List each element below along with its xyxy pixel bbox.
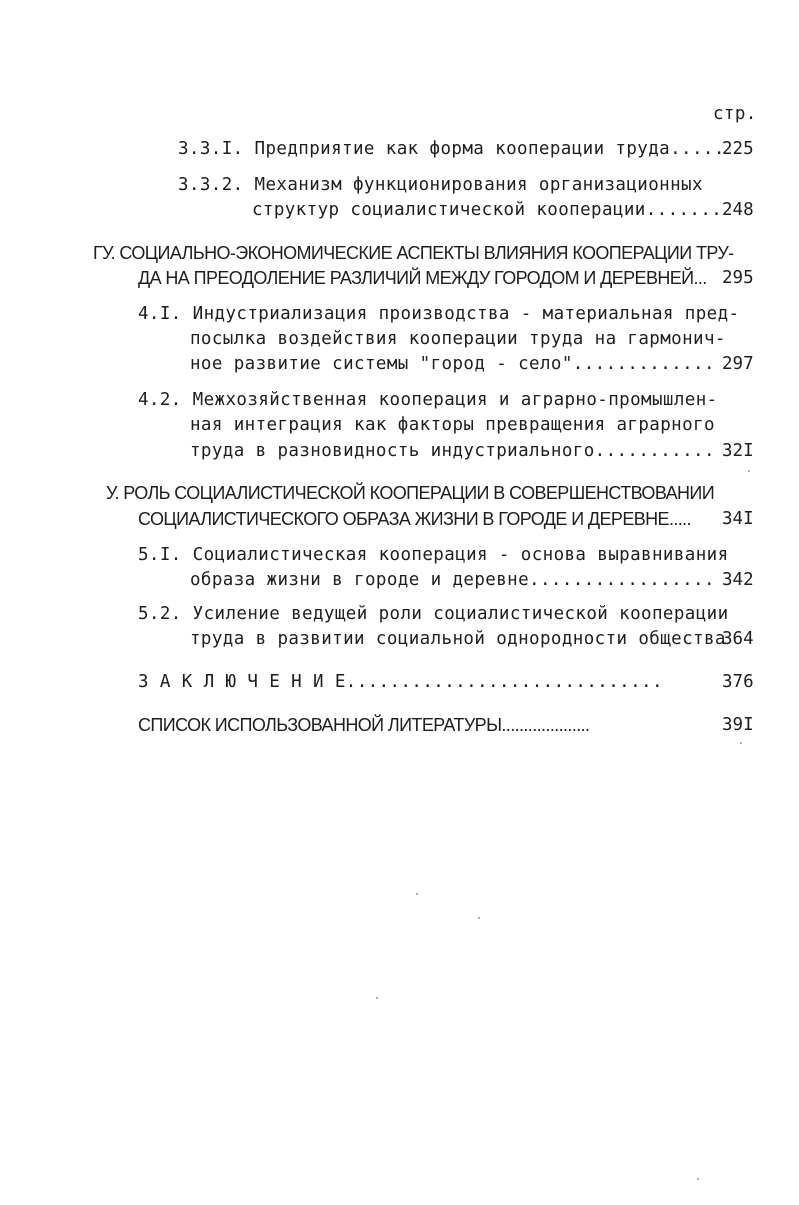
toc-chapter-4-title-line2: ДА НА ПРЕОДОЛЕНИЕ РАЗЛИЧИЙ МЕЖДУ ГОРОДОМ И ДЕРЕВНЕЙ... [138, 268, 707, 288]
toc-chapter-4-title-line1: ГУ. СОЦИАЛЬНО-ЭКОНОМИЧЕСКИЕ АСПЕКТЫ ВЛИЯНИЯ КООПЕРАЦИИ ТРУ- [93, 243, 734, 263]
toc-conclusion-title: З А К Л Ю Ч Е Н И Е............................. [138, 672, 663, 692]
toc-chapter-5-title-line1: У. РОЛЬ СОЦИАЛИСТИЧЕСКОЙ КООПЕРАЦИИ В СОВЕРШЕНСТВОВАНИИ [106, 483, 715, 503]
toc-entry-4-2-title-line2: ная интеграция как факторы превращения аграрного [190, 415, 715, 435]
toc-chapter-5-page: 34I [722, 509, 754, 529]
scan-speck [376, 997, 378, 999]
toc-entry-5-2-page: 364 [722, 629, 754, 649]
toc-entry-3-3-1-page: 225 [722, 139, 754, 159]
scan-speck [697, 1178, 699, 1180]
toc-entry-5-2-title-line2: труда в развитии социальной однородности общества [190, 629, 726, 649]
toc-entry-4-1-title-line2: посылка воздействия кооперации труда на гармонич- [190, 329, 726, 349]
toc-literature-title: СПИСОК ИСПОЛЬЗОВАННОЙ ЛИТЕРАТУРЫ.................... [138, 715, 590, 735]
toc-entry-5-1-title-line1: 5.I. Социалистическая кооперация - основа выравнивания [138, 545, 729, 565]
toc-entry-3-3-1-title: 3.3.I. Предприятие как форма кооперации труда..... [178, 139, 725, 159]
toc-entry-3-3-2-page: 248 [722, 200, 754, 220]
toc-entry-4-2-title-line3: труда в разновидность индустриального........... [190, 441, 715, 461]
toc-entry-4-2-title-line1: 4.2. Межхозяйственная кооперация и аграрно-промышлен- [138, 390, 718, 410]
toc-literature-page: 39I [722, 715, 754, 735]
page-column-label: стр. [713, 104, 757, 124]
toc-entry-4-1-title-line3: ное развитие системы "город - село"............. [190, 354, 715, 374]
scan-speck [748, 470, 750, 472]
toc-entry-3-3-2-title-line1: 3.3.2. Механизм функционирования организационных [178, 175, 703, 195]
toc-chapter-4-page: 295 [722, 268, 754, 288]
scan-speck [416, 893, 418, 895]
scan-speck [740, 742, 742, 744]
toc-entry-5-1-page: 342 [722, 570, 754, 590]
toc-conclusion-page: 376 [722, 672, 754, 692]
toc-entry-4-1-title-line1: 4.I. Индустриализация производства - материальная пред- [138, 304, 740, 324]
toc-entry-3-3-2-title-line2: структур социалистической кооперации....... [252, 200, 723, 220]
toc-entry-5-2-title-line1: 5.2. Усиление ведущей роли социалистической кооперации [138, 604, 729, 624]
toc-entry-4-2-page: 32I [722, 441, 754, 461]
toc-entry-4-1-page: 297 [722, 354, 754, 374]
scan-speck [478, 917, 480, 919]
toc-chapter-5-title-line2: СОЦИАЛИСТИЧЕСКОГО ОБРАЗА ЖИЗНИ В ГОРОДЕ И ДЕРЕВНЕ..... [138, 509, 691, 529]
toc-entry-5-1-title-line2: образа жизни в городе и деревне................. [190, 570, 715, 590]
